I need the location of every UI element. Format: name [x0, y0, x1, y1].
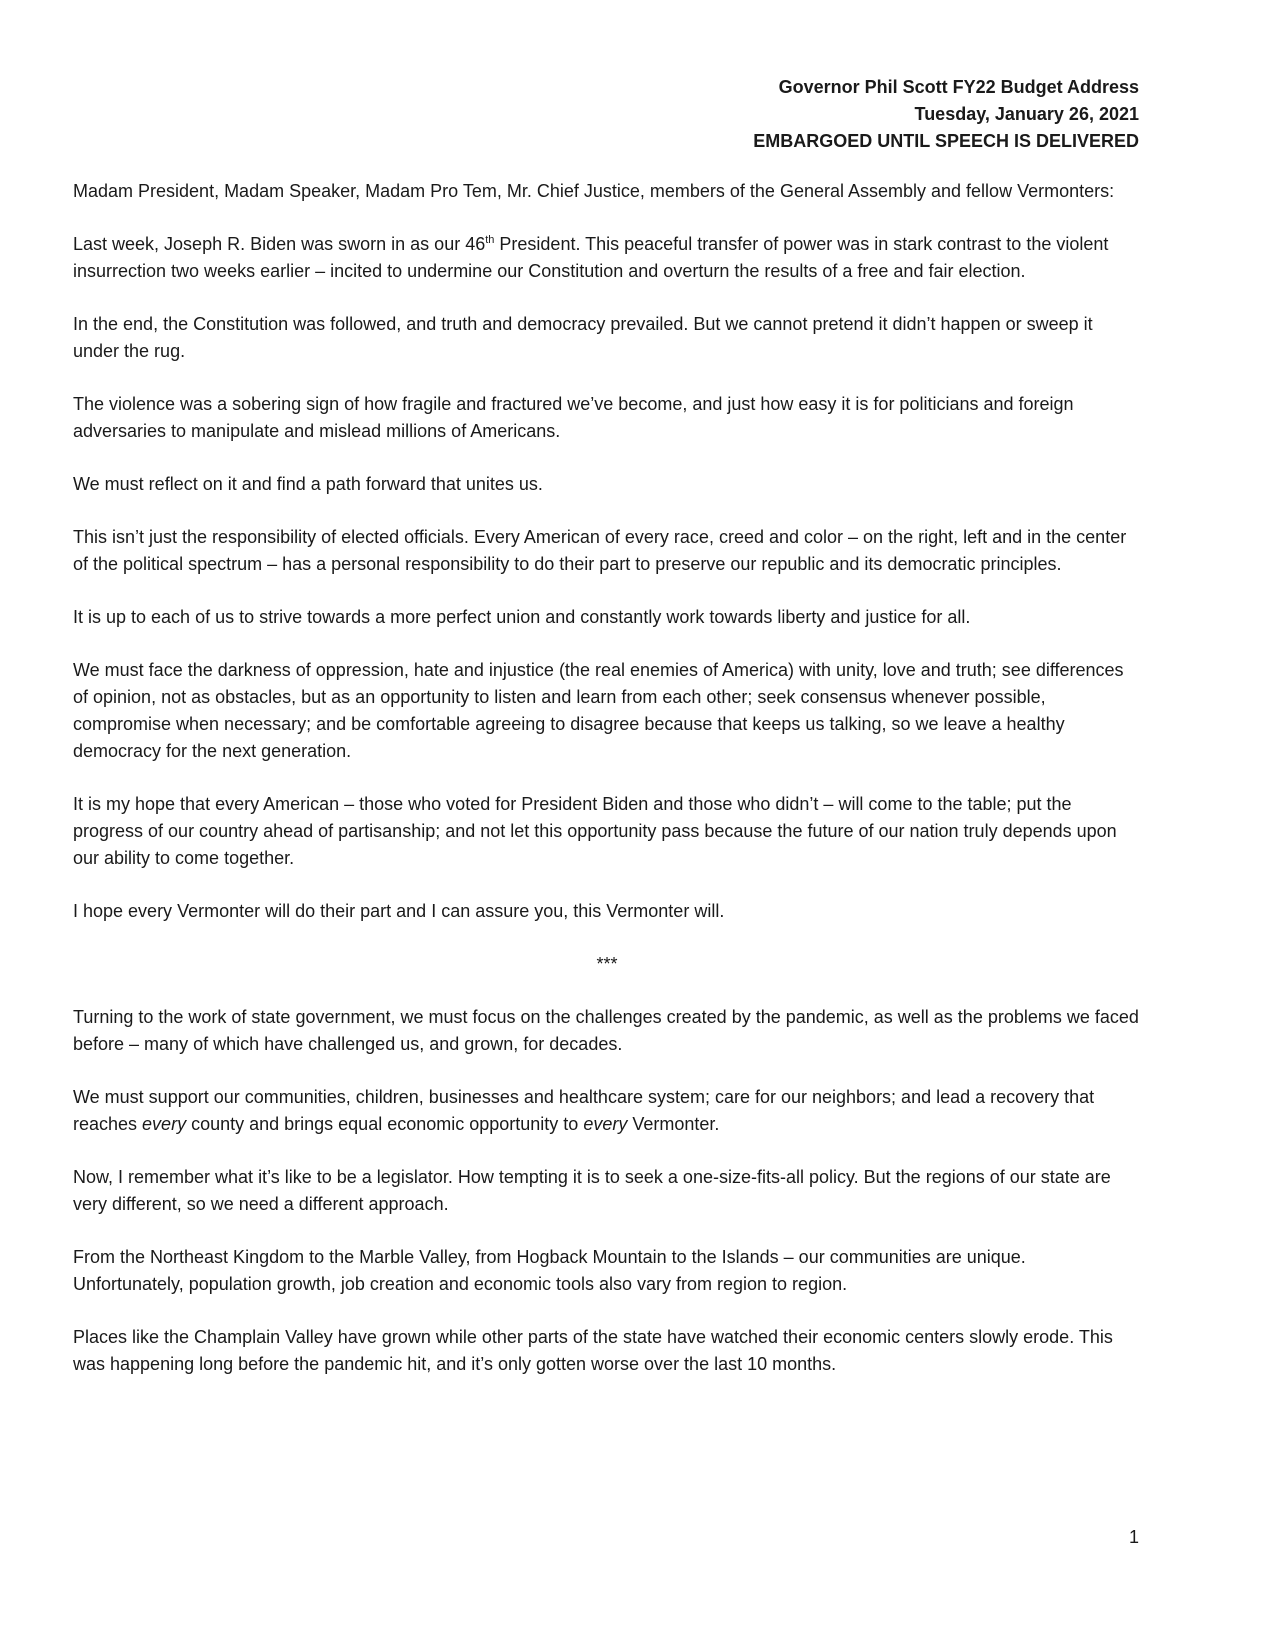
text-span: county and brings equal economic opportunity to: [186, 1114, 584, 1134]
paragraph-constitution: In the end, the Constitution was followed, and truth and democracy prevailed. But we cannot pretend it didn’t happen or sweep it under the rug.: [73, 314, 1093, 361]
page-number: 1: [1128, 1527, 1139, 1547]
speech-body: [73, 178, 1141, 1404]
text-span: We must support our communities, children, businesses and healthcare system; care for our neighbors; and lead a recovery that reaches: [73, 1087, 1095, 1134]
emphasis: every: [583, 1114, 628, 1134]
document-header: [753, 74, 1139, 155]
paragraph-violence: The violence was a sobering sign of how fragile and fractured we’ve become, and just how easy it is for politicians and foreign adversaries to manipulate and mislead millions of Americans.: [73, 394, 1074, 441]
paragraph-state-government: Turning to the work of state government, we must focus on the challenges created by the pandemic, as well as the problems we faced before – many of which have challenged us, and grown, for decades.: [73, 1007, 1139, 1054]
paragraph-regions: From the Northeast Kingdom to the Marble Valley, from Hogback Mountain to the Islands – our communities are unique. Unfortunately, population growth, job creation and economic tools also vary from region to region.: [73, 1247, 1026, 1294]
superscript: th: [485, 234, 495, 246]
paragraph-vermonter: I hope every Vermonter will do their part and I can assure you, this Vermonter will.: [73, 901, 725, 921]
text-span: Last week, Joseph R. Biden was sworn in as our 46: [73, 234, 486, 254]
paragraph-darkness: We must face the darkness of oppression, hate and injustice (the real enemies of America) with unity, love and truth; see differences of opinion, not as obstacles, but as an opportunity to listen and learn from each other; seek consensus whenever possible, compromise when necessary; and be comfortable agreeing to disagree because that keeps us talking, so we leave a healthy democracy for the next generation.: [73, 660, 1124, 761]
emphasis: every: [142, 1114, 187, 1134]
paragraph-hope: It is my hope that every American – those who voted for President Biden and those who didn’t – will come to the table; put the progress of our country ahead of partisanship; and not let this opportunity pass because the future of our nation truly depends upon our ability to come together.: [73, 794, 1117, 868]
paragraph-salutation: Madam President, Madam Speaker, Madam Pro Tem, Mr. Chief Justice, members of the General Assembly and fellow Vermonters:: [73, 181, 1115, 201]
paragraph-union: It is up to each of us to strive towards a more perfect union and constantly work towards liberty and justice for all.: [73, 607, 971, 627]
paragraph-legislator: Now, I remember what it’s like to be a legislator. How tempting it is to seek a one-size-fits-all policy. But the regions of our state are very different, so we need a different approach.: [73, 1167, 1111, 1214]
header-embargo: EMBARGOED UNTIL SPEECH IS DELIVERED: [753, 131, 1139, 151]
paragraph-champlain: Places like the Champlain Valley have grown while other parts of the state have watched their economic centers slowly erode. This was happening long before the pandemic hit, and it’s only gotten worse over the last 10 months.: [73, 1327, 1113, 1374]
header-title: Governor Phil Scott FY22 Budget Address: [778, 77, 1139, 97]
paragraph-reflect: We must reflect on it and find a path forward that unites us.: [73, 474, 543, 494]
paragraph-responsibility: This isn’t just the responsibility of elected officials. Every American of every race, creed and color – on the right, left and in the center of the political spectrum – has a personal responsibility to do their part to preserve our republic and its democratic principles.: [73, 527, 1127, 574]
header-date: Tuesday, January 26, 2021: [914, 104, 1139, 124]
section-separator: ***: [596, 954, 618, 974]
text-span: Vermonter.: [627, 1114, 720, 1134]
paragraph-inauguration: [73, 231, 1141, 285]
text-span: President. This peaceful transfer of power was in stark contrast to the violent insurrection two weeks earlier – incited to undermine our Constitution and overturn the results of a free and fair election.: [73, 234, 1109, 281]
paragraph-support: [73, 1084, 1141, 1138]
